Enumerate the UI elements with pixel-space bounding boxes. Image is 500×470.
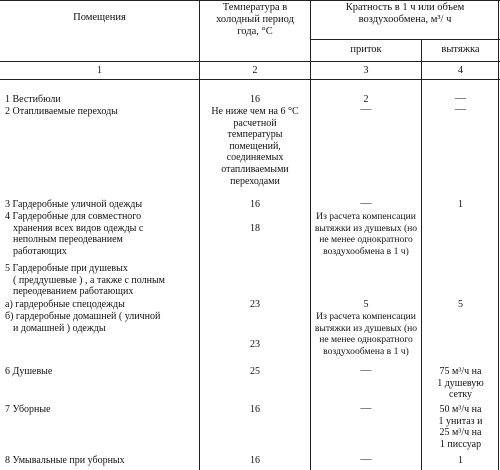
row-5b-name: б) гардеробные домашней ( уличной и домашней ) одежды bbox=[5, 311, 161, 334]
row-3-inflow: — bbox=[360, 197, 372, 209]
row-5-name: 5 Гардеробные при душевых ( преддушевые ) , а также с полным переодеванием работающих bbox=[5, 263, 166, 298]
rule-header-sub bbox=[310, 39, 500, 40]
header-inflow: приток bbox=[350, 44, 382, 55]
row-6-temp: 25 bbox=[250, 366, 260, 377]
rule-top bbox=[0, 0, 500, 1]
row-5a-inflow: 5 bbox=[363, 299, 369, 310]
row-3-exhaust: 1 bbox=[458, 199, 463, 210]
row-8-temp: 16 bbox=[250, 455, 260, 466]
row-7-inflow: — bbox=[360, 402, 372, 414]
row-5a-exhaust: 5 bbox=[458, 299, 463, 310]
header-exhaust: вытяжка bbox=[441, 44, 480, 55]
row-2-name: 2 Отапливаемые переходы bbox=[5, 106, 118, 117]
row-5b-temp: 23 bbox=[250, 339, 260, 350]
row-3-name: 3 Гардеробные уличной одежды bbox=[5, 199, 143, 210]
row-5a-temp: 23 bbox=[250, 299, 260, 310]
row-1-temp: 16 bbox=[250, 94, 260, 105]
row-3-temp: 16 bbox=[250, 199, 260, 210]
row-7-exhaust: 50 м³/ч на 1 унитаз и 25 м³/ч на 1 писсуар bbox=[438, 404, 483, 450]
row-8-inflow: — bbox=[360, 453, 372, 465]
rule-header-bottom bbox=[0, 61, 500, 62]
row-7-name: 7 Уборные bbox=[5, 404, 51, 415]
header-air-exchange: Кратность в 1 ч или объем воздухообмена, м³/ ч bbox=[345, 2, 465, 25]
row-5b-inflow: Из расчета компенсации вытяжки из душевых (но не менее однократного воздухообмена в 1 ч) bbox=[314, 311, 418, 357]
header-temperature: Температура в холодный период года, °С bbox=[216, 2, 294, 37]
row-6-exhaust: 75 м³/ч на 1 душевую сетку bbox=[437, 366, 484, 401]
row-6-inflow: — bbox=[360, 364, 372, 376]
col-number-2: 2 bbox=[252, 65, 258, 76]
col-number-4: 4 bbox=[458, 65, 463, 76]
row-1-exhaust: — bbox=[455, 92, 466, 104]
row-4-name: 4 Гардеробные для совместного хранения всех видов одежды с неполным переодеванием работающих bbox=[5, 211, 144, 257]
row-2-exhaust: — bbox=[455, 103, 466, 115]
row-8-exhaust: 1 bbox=[458, 455, 463, 466]
row-2-temp: Не ниже чем на 6 °С расчетной температуры помещений, соединяемых отапливаемыми переходами bbox=[211, 106, 299, 187]
row-5a-name: а) гардеробные спецодежды bbox=[5, 299, 125, 310]
col-number-1: 1 bbox=[97, 65, 102, 76]
row-2-inflow: — bbox=[360, 103, 372, 115]
row-4-temp: 18 bbox=[250, 223, 260, 234]
row-1-inflow: 2 bbox=[363, 94, 369, 105]
row-6-name: 6 Душевые bbox=[5, 366, 53, 377]
rule-numbering-bottom bbox=[0, 79, 500, 80]
row-7-temp: 16 bbox=[250, 404, 260, 415]
row-4-inflow: Из расчета компенсации вытяжки из душевых (но не менее однократного воздухообмена в 1 ч) bbox=[314, 211, 418, 257]
header-rooms: Помещения bbox=[73, 12, 126, 23]
row-8-name: 8 Умывальные при уборных bbox=[5, 455, 125, 466]
col-number-3: 3 bbox=[363, 65, 369, 76]
row-1-name: 1 Вестибюли bbox=[5, 94, 61, 105]
